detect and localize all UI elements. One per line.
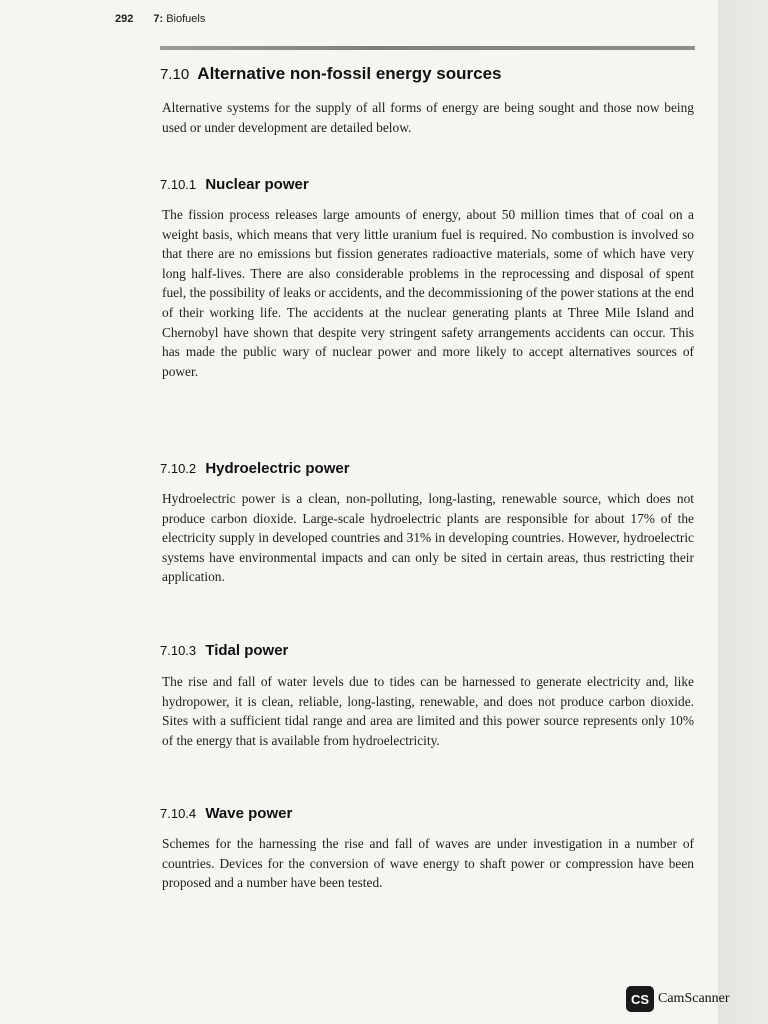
paragraph-nuclear: The fission process releases large amounts of energy, about 50 million times that of coal on a weight basis, which means that very little uranium fuel is required. No combustion is involved so that there are no emissions but fission generates radioactive materials, some of which have very long half-lives. There are also considerable problems in the reprocessing and disposal of spent fuel, the possibility of leaks or accidents, and the decommissioning of the power stations at the end of their working life. The accidents at the nuclear generating plants at Three Mile Island and Chernobyl have shown that despite very stringent safety arrangements accidents can occur. This has made the public wary of nuclear power and more likely to accept alternatives sources of power. (162, 207, 694, 379)
subsection-title-wave (160, 805, 292, 822)
subsection-number: 7.10.4 (160, 806, 197, 821)
section-intro: Alternative systems for the supply of all forms of energy are being sought and those now being used or under development are detailed below. (162, 100, 694, 135)
subsection-title-nuclear (160, 176, 309, 193)
running-header (115, 13, 205, 25)
chapter-number: 7: (153, 13, 164, 25)
page-edge-shadow (718, 0, 768, 1024)
subsection-title-text: Wave power (205, 805, 293, 822)
subsection-title-text: Tidal power (205, 642, 289, 659)
subsection-title-text: Hydroelectric power (205, 460, 350, 477)
paragraph-wave: Schemes for the harnessing the rise and fall of waves are under investigation in a number of countries. Devices for the conversion of wave energy to shaft power or compression have been proposed and a number have been tested. (162, 836, 694, 891)
subsection-number: 7.10.3 (160, 643, 197, 658)
camscanner-label: CamScanner (658, 991, 730, 1006)
header-rule (160, 46, 695, 50)
paragraph-tidal: The rise and fall of water levels due to tides can be harnessed to generate electricity and, like hydropower, it is clean, reliable, long-lasting, renewable, and does not produce carbon dioxide. Sites with a sufficient tidal range and area are limited and this power source represents only 10% of the energy that is available from hydroelectricity. (162, 674, 694, 748)
subsection-number: 7.10.2 (160, 461, 197, 476)
page-number: 292 (115, 13, 134, 25)
camscanner-watermark (626, 986, 730, 1012)
subsection-title-hydroelectric (160, 460, 350, 477)
subsection-title-tidal (160, 642, 288, 659)
section-number: 7.10 (160, 66, 190, 83)
chapter-title: Biofuels (166, 13, 206, 25)
paragraph-hydroelectric: Hydroelectric power is a clean, non-polluting, long-lasting, renewable source, which does not produce carbon dioxide. Large-scale hydroelectric plants are responsible for about 17% of the electricity supply in developed countries and 31% in developing countries. However, hydroelectric systems have environmental impacts and can only be sited in certain areas, thus restricting their application. (162, 491, 694, 585)
camscanner-logo-icon: CS (626, 986, 654, 1012)
subsection-number: 7.10.1 (160, 177, 197, 192)
section-title-text: Alternative non-fossil energy sources (197, 64, 502, 83)
subsection-title-text: Nuclear power (205, 176, 309, 193)
section-title (160, 64, 502, 84)
